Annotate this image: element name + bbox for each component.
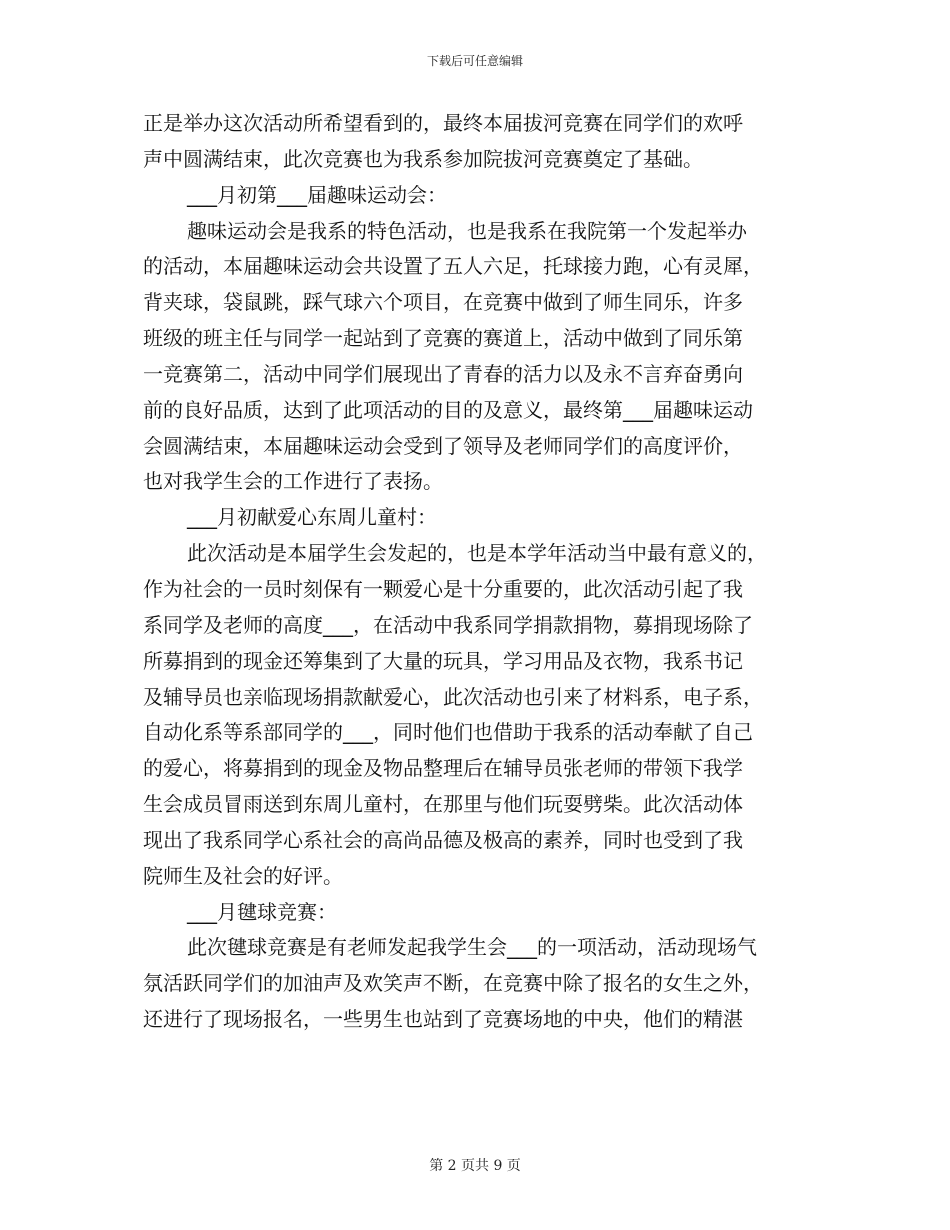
text-line: 的爱心，将募捐到的现金及物品整理后在辅导员张老师的带领下我学 xyxy=(143,756,743,781)
document-body xyxy=(143,106,813,1038)
text-line: 也对我学生会的工作进行了表扬。 xyxy=(143,469,443,494)
text-line: 作为社会的一员时刻保有一颗爱心是十分重要的，此次活动引起了我 xyxy=(143,576,743,601)
page-number: 第 2 页共 9 页 xyxy=(429,1158,521,1174)
text-line: 背夹球，袋鼠跳，踩气球六个项目，在竞赛中做到了师生同乐，许多 xyxy=(143,290,743,315)
text-line: 氛活跃同学们的加油声及欢笑声不断，在竞赛中除了报名的女生之外， xyxy=(143,971,763,996)
text-line: 会圆满结束，本届趣味运动会受到了领导及老师同学们的高度评价， xyxy=(143,433,743,458)
text-line: 院师生及社会的好评。 xyxy=(143,863,343,888)
text-line: 生会成员冒雨送到东周儿童村，在那里与他们玩耍劈柴。此次活动体 xyxy=(143,792,743,817)
text-line: 一竞赛第二，活动中同学们展现出了青春的活力以及永不言弃奋勇向 xyxy=(143,361,743,386)
text-line: 趣味运动会是我系的特色活动，也是我系在我院第一个发起举办 xyxy=(187,218,747,243)
text-line: 自动化系等系部同学的___，同时他们也借助于我系的活动奉献了自己 xyxy=(143,720,753,745)
text-line: 及辅导员也亲临现场捐款献爱心，此次活动也引来了材料系，电子系， xyxy=(143,684,763,709)
text-line: 现出了我系同学心系社会的高尚品德及极高的素养，同时也受到了我 xyxy=(143,827,743,852)
text-line: 此次毽球竞赛是有老师发起我学生会___的一项活动，活动现场气 xyxy=(187,935,757,960)
text-line: 此次活动是本届学生会发起的，也是本学年活动当中最有意义的， xyxy=(187,541,767,566)
text-line: 班级的班主任与同学一起站到了竞赛的赛道上，活动中做到了同乐第 xyxy=(143,326,743,351)
section-heading: ___月初第___届趣味运动会： xyxy=(187,182,447,207)
text-line: 还进行了现场报名，一些男生也站到了竞赛场地的中央，他们的精湛 xyxy=(143,1007,743,1032)
section-heading: ___月毽球竞赛： xyxy=(187,899,337,924)
section-heading: ___月初献爱心东周儿童村： xyxy=(187,505,437,530)
text-line: 声中圆满结束，此次竞赛也为我系参加院拔河竞赛奠定了基础。 xyxy=(143,146,703,171)
text-line: 系同学及老师的高度___，在活动中我系同学捐款捐物，募捐现场除了 xyxy=(143,612,753,637)
text-line: 正是举办这次活动所希望看到的，最终本届拔河竞赛在同学们的欢呼 xyxy=(143,111,743,135)
text-line: 的活动，本届趣味运动会共设置了五人六足，托球接力跑，心有灵犀， xyxy=(143,254,763,279)
text-line: 前的良好品质，达到了此项活动的目的及意义，最终第___届趣味运动 xyxy=(143,397,753,422)
page-header: 下载后可任意编辑 xyxy=(426,54,523,68)
text-line: 所募捐到的现金还筹集到了大量的玩具，学习用品及衣物，我系书记 xyxy=(143,648,743,673)
